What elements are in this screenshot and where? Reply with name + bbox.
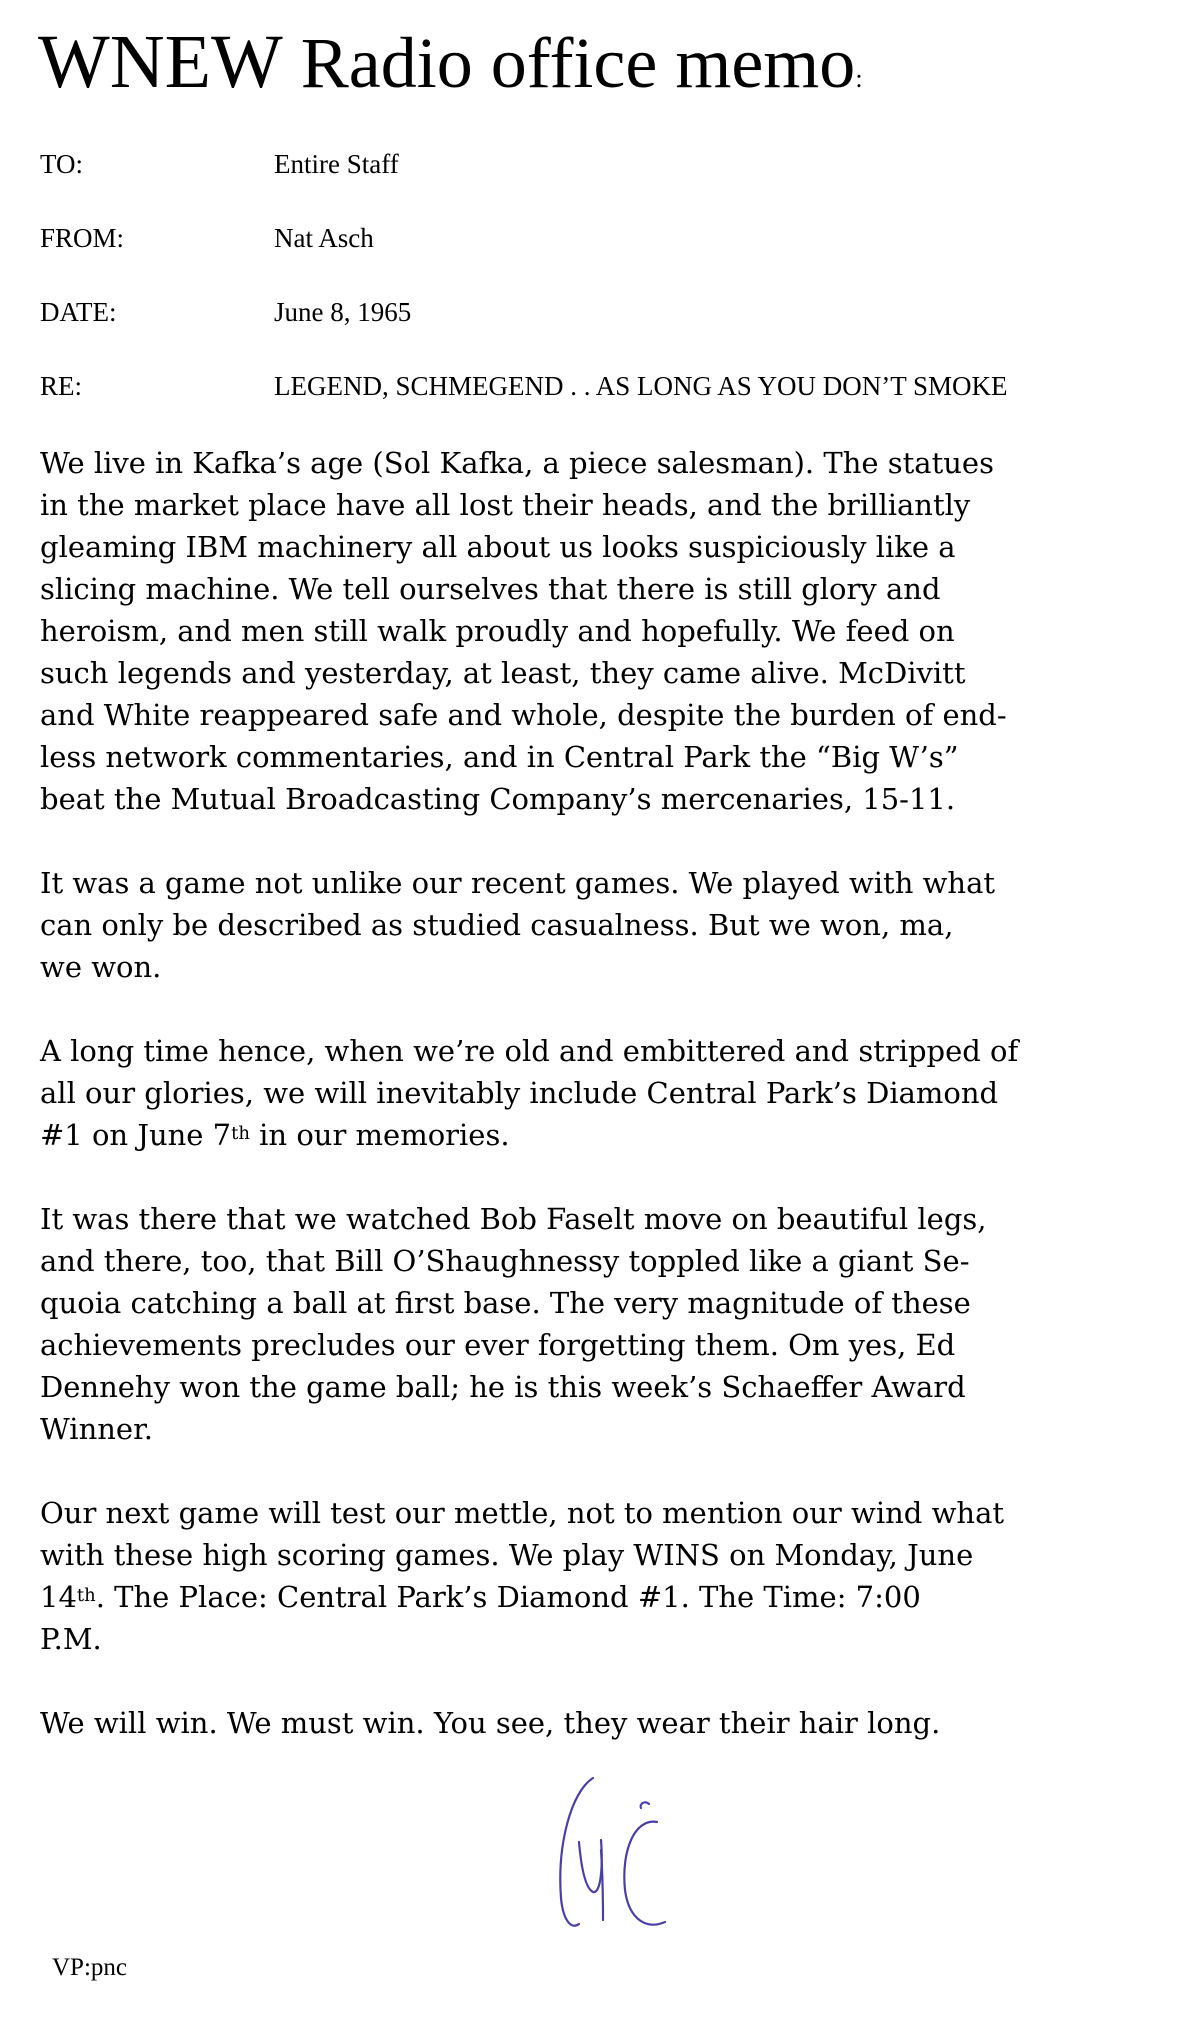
from-value: Nat Asch [274,223,374,253]
memo-title-text: Radio office memo [282,23,856,103]
paragraph-5-text-end: . The Place: Central Park’s Diamond #1. The Time: 7:00 P.M. [40,1580,921,1656]
memo-title [38,20,863,104]
from-field [40,225,374,252]
ordinal-suffix: th [76,1585,96,1606]
to-value: Entire Staff [274,149,399,179]
to-label: TO: [40,149,84,179]
date-field [40,299,411,326]
re-label: RE: [40,371,83,401]
signature-stroke [624,1822,665,1925]
paragraph-6: We will win. We must win. You see, they wear their hair long. [40,1706,941,1740]
signature-stroke [601,1850,603,1920]
date-value: June 8, 1965 [274,297,412,327]
paragraph-4: It was there that we watched Bob Faselt move on beautiful legs, and there, too, that Bill O’Shaughnessy toppled like a giant Se- quoia catching a ball at first base. The very magnitude of these achievements precludes our ever forgetting them. Om yes, Ed Dennehy won the game ball; he is this week’s Schaeffer Award Winner. [40,1202,987,1446]
handwritten-signature [545,1770,695,1935]
signature-stroke [641,1802,649,1808]
date-label: DATE: [40,297,117,327]
typist-initials: VP:pnc [52,1954,127,1981]
paragraph-5-text: Our next game will test our mettle, not to mention our wind what with these high scoring games. We play WINS on Monday, June 14 [40,1496,1005,1614]
paragraph-1: We live in Kafka’s age (Sol Kafka, a piece salesman). The statues in the market place have all lost their heads, and the brilliantly gleaming IBM machinery all about us looks suspiciously like a slicing machine. We tell ourselves that there is still glory and heroism, and men still walk proudly and hopefully. We feed on such legends and yesterday, at least, they came alive. McDivitt and White reappeared safe and whole, despite the burden of end- less network commentaries, and in Central Park the “Big W’s” beat the Mutual Broadcasting Company’s mercenaries, 15-11. [40,446,1007,816]
paragraph-3-text-end: in our memories. [249,1118,510,1152]
memo-title-station: WNEW [38,20,283,104]
memo-body [40,442,1180,1786]
signature-stroke [560,1778,593,1926]
ordinal-suffix: th [231,1123,250,1144]
paragraph-5 [40,1492,1180,1660]
paragraph-3 [40,1030,1180,1156]
from-label: FROM: [40,223,125,253]
re-field [40,373,1008,400]
re-value: LEGEND, SCHMEGEND . . AS LONG AS YOU DON’T SMOKE [274,371,1008,401]
to-field [40,151,399,178]
memo-title-colon: : [855,64,863,93]
paragraph-2: It was a game not unlike our recent games. We played with what can only be described as studied casualness. But we won, ma, we won. [40,866,996,984]
paragraph-3-text: A long time hence, when we’re old and embittered and stripped of all our glories, we will inevitably include Central Park’s Diamond #1 on June 7 [40,1034,1019,1152]
signature-stroke [579,1840,602,1892]
